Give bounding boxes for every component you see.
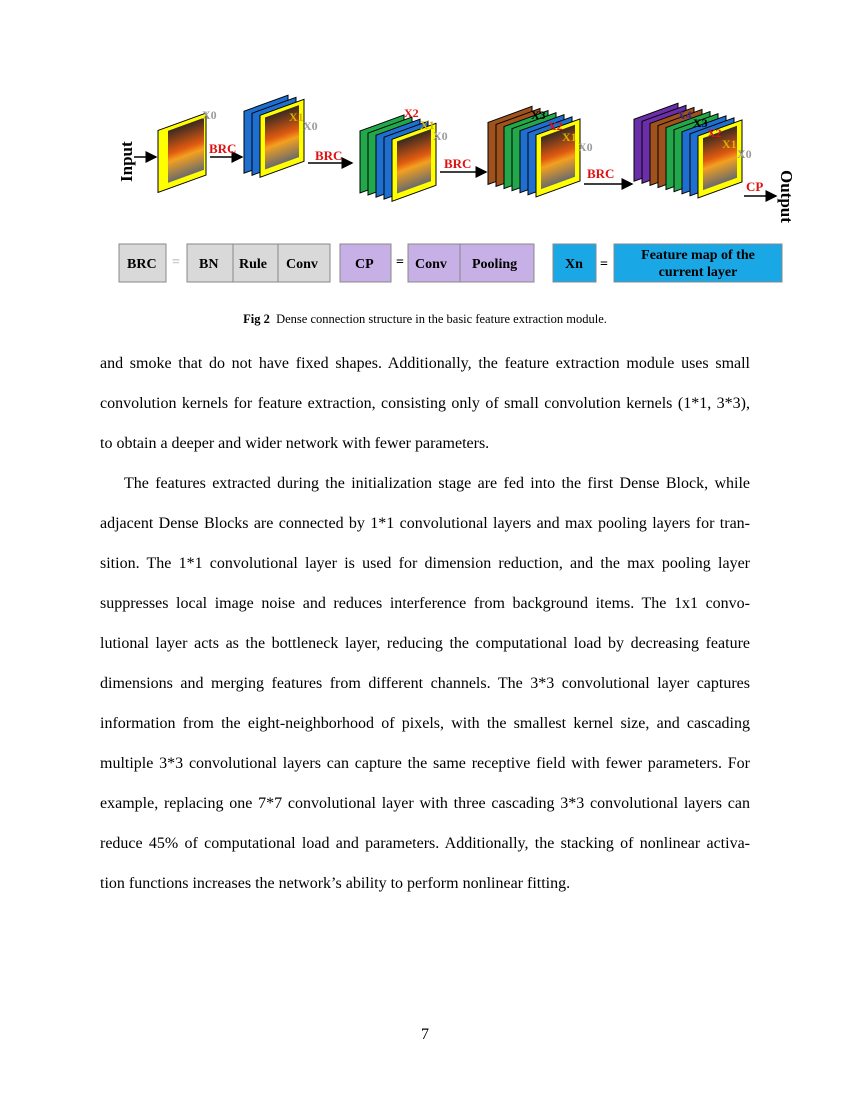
stack5-x3-label: X3 [693, 116, 708, 130]
figure-legend [119, 244, 782, 282]
caption-text: Dense connection structure in the basic feature extraction module. [276, 312, 607, 326]
legend-xn: Xn [565, 257, 583, 272]
figure-caption [0, 312, 850, 327]
legend-cp-conv: Conv [415, 257, 447, 272]
text-line: tion functions increases the network’s ability to perform nonlinear fitting. [100, 875, 571, 892]
stack2-x1-label: X1 [289, 110, 304, 124]
legend-conv: Conv [286, 257, 318, 272]
legend-pooling: Pooling [472, 257, 518, 272]
brc-label-4: BRC [587, 166, 615, 181]
feature-stack-1 [158, 108, 217, 192]
stack3-x2-label: X2 [404, 106, 419, 120]
text-line: reduce 45% of computational load and parameters. Additionally, the stacking of nonlinear activa- [100, 835, 750, 852]
stack1-x0-label: X0 [202, 108, 217, 122]
stack4-x1-label: X1 [562, 130, 577, 144]
text-line: multiple 3*3 convolutional layers can capture the same receptive field with fewer parameters. For [100, 755, 750, 772]
brc-label-2: BRC [315, 148, 343, 163]
feature-stack-3 [360, 106, 448, 201]
text-line: suppresses local image noise and reduces interference from background items. The 1x1 convo- [100, 595, 750, 612]
stack3-x0-label: X0 [433, 129, 448, 143]
feature-stack-5 [634, 103, 752, 198]
stack5-x0-label: X0 [737, 147, 752, 161]
page-number: 7 [421, 1026, 429, 1043]
body-text [100, 344, 750, 904]
text-line: The features extracted during the initialization stage are fed into the first Dense Block, while [124, 475, 750, 492]
stack4-x0-label: X0 [578, 140, 593, 154]
legend-cp: CP [355, 257, 374, 272]
cp-label: CP [746, 179, 764, 194]
text-line: information from the eight-neighborhood of pixels, with the smallest kernel size, and cascading [100, 715, 750, 732]
stack2-x0-label: X0 [303, 119, 318, 133]
stack5-x2-label: X2 [707, 126, 722, 140]
legend-brc: BRC [127, 257, 157, 272]
text-line: example, replacing one 7*7 convolutional layer with three cascading 3*3 convolutional layers can [100, 795, 750, 812]
text-line: dimensions and merging features from different channels. The 3*3 convolutional layer captures [100, 675, 750, 692]
stack3-x1-label: X1 [420, 118, 435, 132]
caption-label: Fig 2 [243, 312, 270, 326]
input-label: Input [117, 141, 136, 182]
legend-xn-eq: = [600, 257, 608, 272]
legend-feature-map-line1: Feature map of the [641, 248, 755, 263]
feature-stack-2 [244, 95, 318, 177]
text-line: to obtain a deeper and wider network with fewer parameters. [100, 435, 490, 452]
stack4-x2-label: X2 [548, 119, 563, 133]
text-line: adjacent Dense Blocks are connected by 1*1 convolutional layers and max pooling layers for tran- [100, 515, 750, 532]
dense-connection-figure [0, 0, 850, 300]
text-line: convolution kernels for feature extraction, consisting only of small convolution kernels (1*1, 3*3), [100, 395, 750, 412]
output-label: Output [777, 170, 796, 223]
text-line: and smoke that do not have fixed shapes. Additionally, the feature extraction module uses small [100, 355, 750, 372]
legend-rule: Rule [239, 257, 267, 272]
brc-label-1: BRC [209, 141, 237, 156]
legend-bn: BN [199, 257, 219, 272]
stack5-x1-label: X1 [722, 137, 737, 151]
legend-cp-eq: = [396, 255, 404, 270]
stack5-x4-label: X4 [677, 108, 692, 122]
text-line: sition. The 1*1 convolutional layer is used for dimension reduction, and the max pooling layer [100, 555, 750, 572]
brc-label-3: BRC [444, 156, 472, 171]
stack4-x3-label: X3 [531, 108, 546, 122]
legend-feature-map-line2: current layer [658, 265, 738, 280]
legend-brc-eq: = [172, 255, 180, 270]
feature-stack-4 [488, 106, 593, 197]
text-line: lutional layer acts as the bottleneck layer, reducing the computational load by decreasing feature [100, 635, 750, 652]
